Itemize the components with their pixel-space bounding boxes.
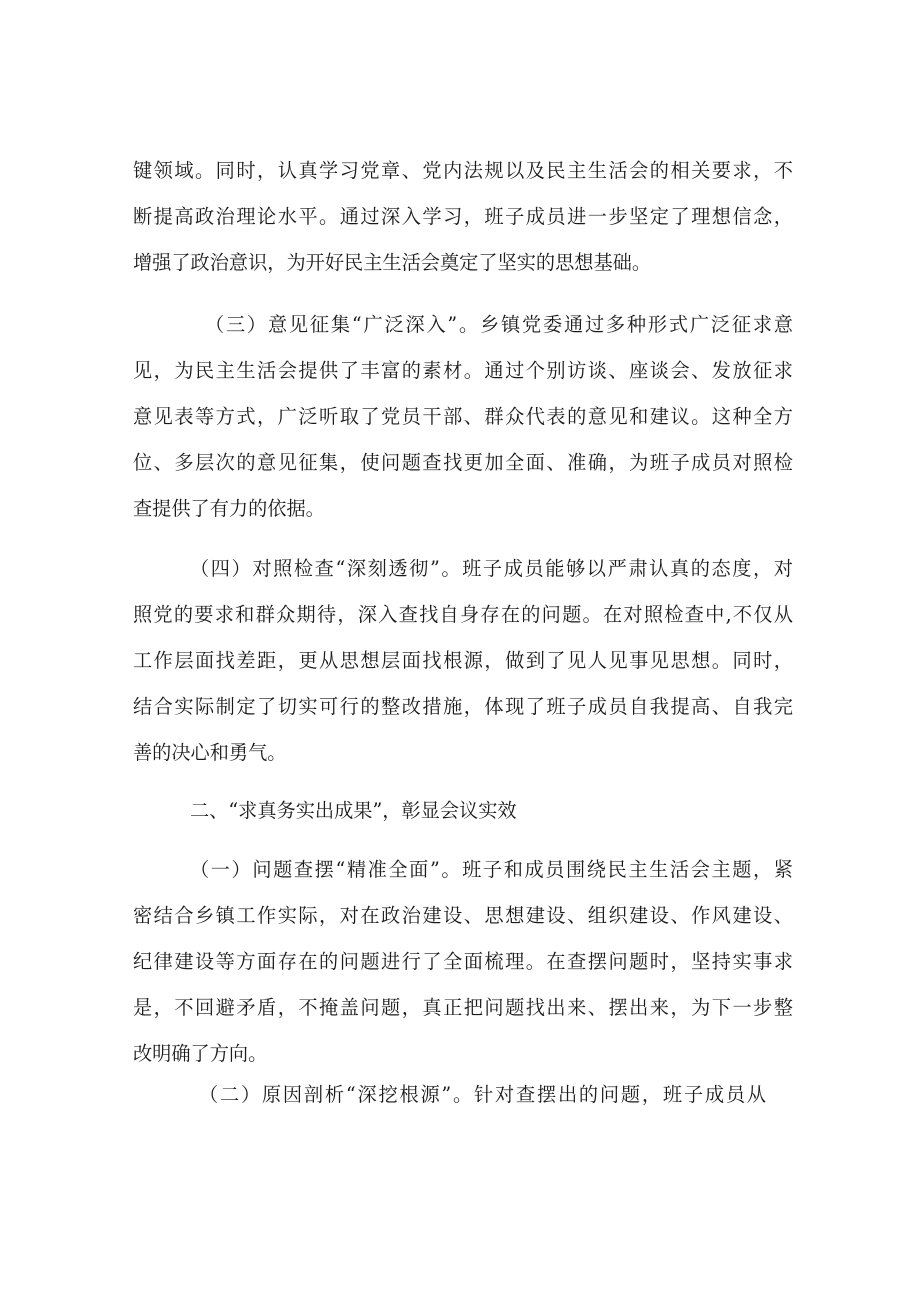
text-line: 位、多层次的意见征集，使问题查找更加全面、准确，为班子成员对照检 <box>133 451 793 474</box>
text-line: 改明确了方向。 <box>133 1042 268 1065</box>
paragraph-heading-1: （一）问题查摆“精准全面”。班子和成员围绕民主生活会主题，紧 <box>190 858 793 881</box>
text-line: 见，为民主生活会提供了丰富的素材。通过个别访谈、座谈会、发放征求 <box>133 359 793 382</box>
text-line: 增强了政治意识，为开好民主生活会奠定了坚实的思想基础。 <box>133 251 652 274</box>
text-line: 善的决心和勇气。 <box>133 741 287 764</box>
text-line: 密结合乡镇工作实际，对在政治建设、思想建设、组织建设、作风建设、 <box>133 904 793 927</box>
paragraph-heading-4: （四）对照检查“深刻透彻”。班子成员能够以严肃认真的态度，对 <box>190 557 793 580</box>
paragraph-heading-3: （三）意见征集“广泛深入”。乡镇党委通过多种形式广泛征求意 <box>205 313 793 336</box>
text-line: 工作层面找差距，更从思想层面找根源，做到了见人见事见思想。同时， <box>133 649 793 672</box>
text-line: 查提供了有力的依据。 <box>133 497 325 520</box>
text-line: 纪律建设等方面存在的问题进行了全面梳理。在查摆问题时，坚持实事求 <box>133 950 793 973</box>
text-line: 照党的要求和群众期待，深入查找自身存在的问题。在对照检查中,不仅从 <box>133 603 793 626</box>
paragraph-heading-2: （二）原因剖析“深挖根源”。针对查摆出的问题，班子成员从 <box>199 1083 766 1106</box>
text-line: 结合实际制定了切实可行的整改措施，体现了班子成员自我提高、自我完 <box>133 695 793 718</box>
section-heading: 二、“求真务实出成果”，彰显会议实效 <box>190 799 517 822</box>
text-line: 键领域。同时，认真学习党章、党内法规以及民主生活会的相关要求，不 <box>133 159 793 182</box>
text-line: 断提高政治理论水平。通过深入学习，班子成员进一步坚定了理想信念， <box>133 205 793 228</box>
text-line: 意见表等方式，广泛听取了党员干部、群众代表的意见和建议。这种全方 <box>133 405 793 428</box>
text-line: 是，不回避矛盾，不掩盖问题，真正把问题找出来、摆出来，为下一步整 <box>133 996 793 1019</box>
